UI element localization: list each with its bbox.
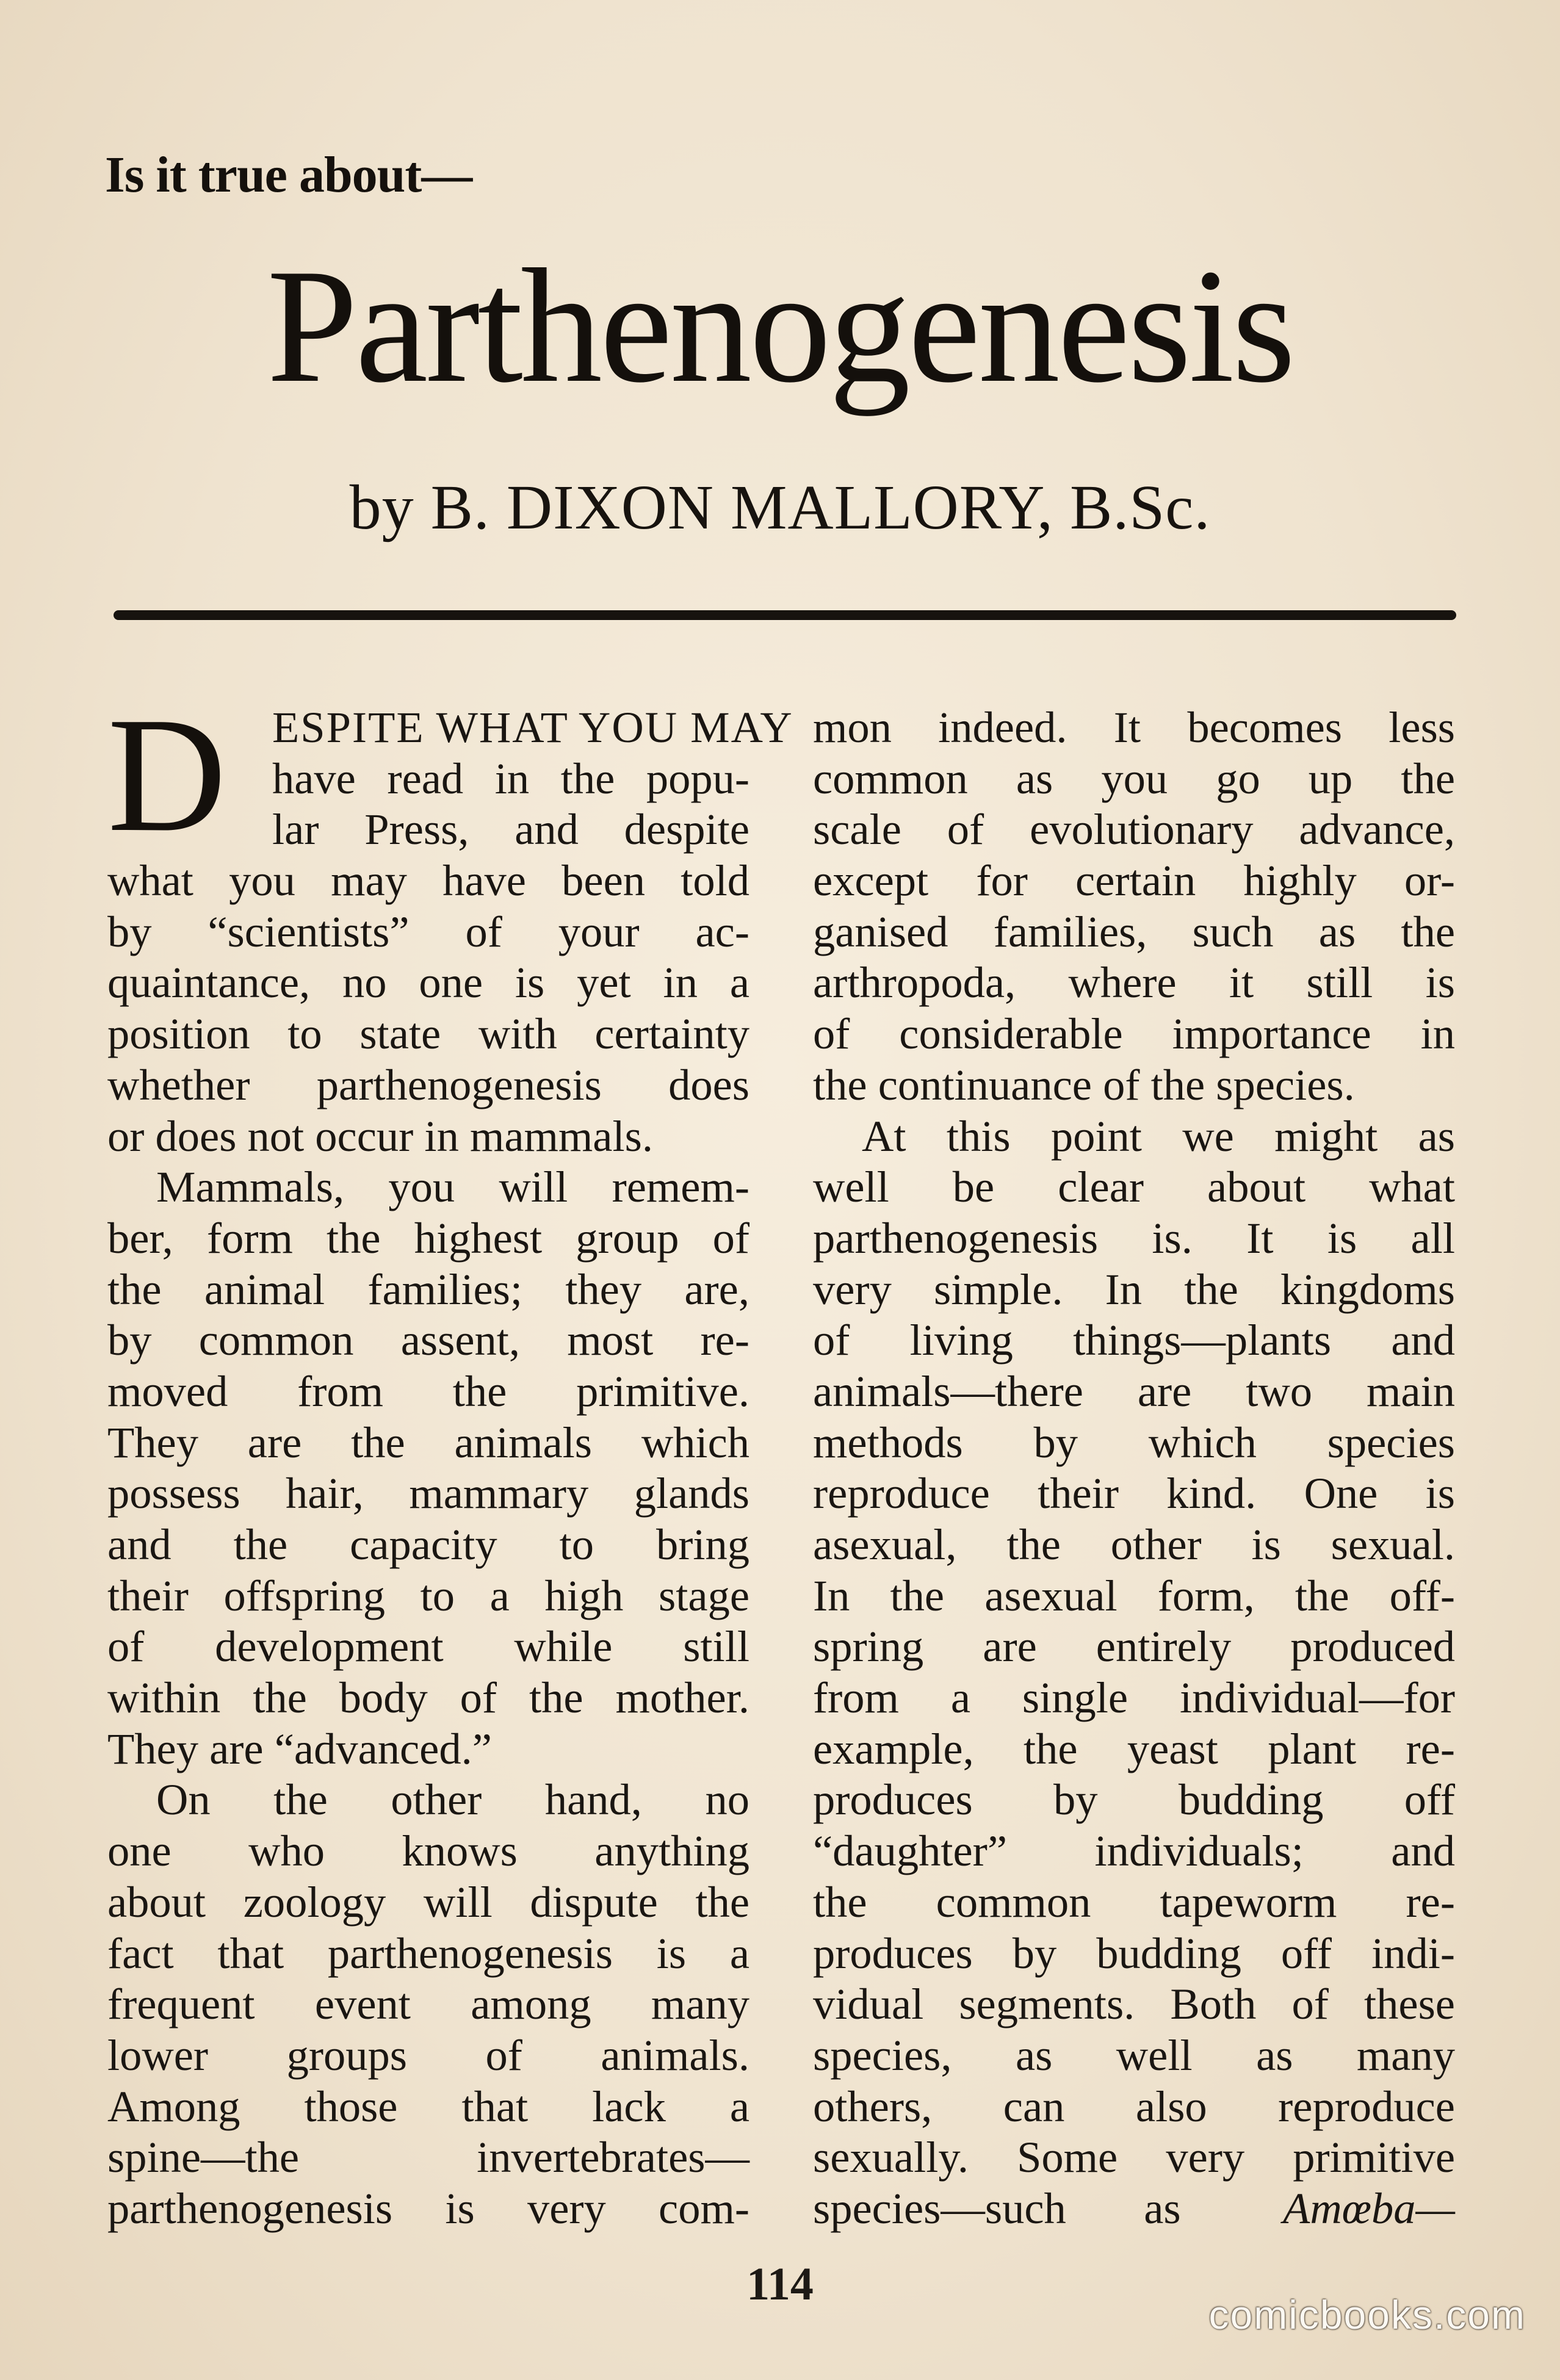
text-line: vidual segments. Both of these: [813, 1979, 1455, 2029]
text-line: except for certain highly or-: [813, 856, 1455, 906]
text-line: asexual, the other is sexual.: [813, 1520, 1455, 1569]
text-line: well be clear about what: [813, 1162, 1455, 1212]
site-watermark: comicbooks.com: [1208, 2292, 1526, 2337]
text-line: quaintance, no one is yet in a: [107, 957, 749, 1008]
text-line: “daughter” individuals; and: [813, 1826, 1455, 1876]
text-line: reproduce their kind. One is: [813, 1468, 1455, 1518]
text-line: spring are entirely produced: [813, 1621, 1455, 1671]
article-title: Parthenogenesis: [267, 235, 1293, 416]
article-kicker: Is it true about—: [105, 146, 472, 203]
text-line: mon indeed. It becomes less: [813, 702, 1455, 752]
text-line: and the capacity to bring: [107, 1520, 749, 1569]
text-line: position to state with certainty: [107, 1009, 749, 1059]
title-rule-divider: [114, 610, 1456, 620]
text-line: parthenogenesis is. It is all: [813, 1213, 1455, 1263]
text-line: possess hair, mammary glands: [107, 1468, 749, 1518]
text-line: have read in the popu-: [272, 753, 749, 803]
text-line: They are “advanced.”: [107, 1723, 492, 1773]
text-line-start: species—such as: [813, 2183, 1259, 2233]
text-line: species, as well as many: [813, 2030, 1455, 2080]
text-line-with-italic: [813, 2183, 1455, 2234]
text-line: scale of evolutionary advance,: [813, 804, 1455, 854]
text-line: others, can also reproduce: [813, 2081, 1455, 2131]
text-line: by common assent, most re-: [107, 1315, 749, 1365]
text-line: sexually. Some very primitive: [813, 2132, 1455, 2182]
text-line: Mammals, you will remem-: [156, 1162, 749, 1212]
text-line: lar Press, and despite: [272, 804, 749, 854]
text-line: by “scientists” of your ac-: [107, 906, 749, 956]
text-line: animals—there are two main: [813, 1366, 1455, 1416]
left-column: [107, 683, 793, 2234]
right-column: [813, 702, 1455, 2234]
text-line: one who knows anything: [107, 1826, 749, 1876]
text-line: what you may have been told: [107, 856, 749, 906]
text-line: common as you go up the: [813, 753, 1455, 803]
text-line: their offspring to a high stage: [107, 1570, 749, 1620]
text-line: spine—the invertebrates—: [107, 2132, 749, 2182]
text-line: ESPITE WHAT YOU MAY: [272, 702, 793, 752]
article-byline: by B. DIXON MALLORY, B.Sc.: [349, 472, 1211, 543]
text-line: ber, form the highest group of: [107, 1213, 749, 1263]
text-line: whether parthenogenesis does: [107, 1059, 749, 1109]
text-line: parthenogenesis is very com-: [107, 2183, 749, 2233]
text-line: produces by budding off indi-: [813, 1928, 1455, 1978]
text-line: of living things—plants and: [813, 1315, 1455, 1365]
text-line: ganised families, such as the: [813, 906, 1455, 956]
text-line: very simple. In the kingdoms: [813, 1264, 1455, 1314]
drop-cap: D: [107, 683, 226, 866]
text-line: fact that parthenogenesis is a: [107, 1928, 749, 1978]
text-line: In the asexual form, the off-: [813, 1570, 1455, 1620]
text-line: within the body of the mother.: [107, 1673, 749, 1723]
text-line: the animal families; they are,: [107, 1264, 749, 1314]
text-line: the continuance of the species.: [813, 1059, 1355, 1109]
text-line: methods by which species: [813, 1417, 1455, 1467]
text-line: from a single individual—for: [813, 1673, 1455, 1723]
text-line: frequent event among many: [107, 1979, 749, 2029]
text-line: produces by budding off: [813, 1775, 1455, 1825]
italic-term: Amœba—: [1283, 2183, 1455, 2233]
text-line: about zoology will dispute the: [107, 1877, 749, 1927]
text-line: lower groups of animals.: [107, 2030, 749, 2080]
text-line: At this point we might as: [862, 1111, 1455, 1161]
text-line: example, the yeast plant re-: [813, 1723, 1455, 1773]
text-line: On the other hand, no: [156, 1775, 749, 1825]
text-line: arthropoda, where it still is: [813, 957, 1455, 1008]
text-line: They are the animals which: [107, 1417, 749, 1467]
text-line: moved from the primitive.: [107, 1366, 749, 1416]
text-line: or does not occur in mammals.: [107, 1111, 653, 1161]
text-line: of considerable importance in: [813, 1009, 1455, 1059]
page-number: 114: [746, 2259, 814, 2310]
text-line: the common tapeworm re-: [813, 1877, 1455, 1927]
text-line: Among those that lack a: [107, 2081, 749, 2131]
text-line: of development while still: [107, 1621, 749, 1671]
